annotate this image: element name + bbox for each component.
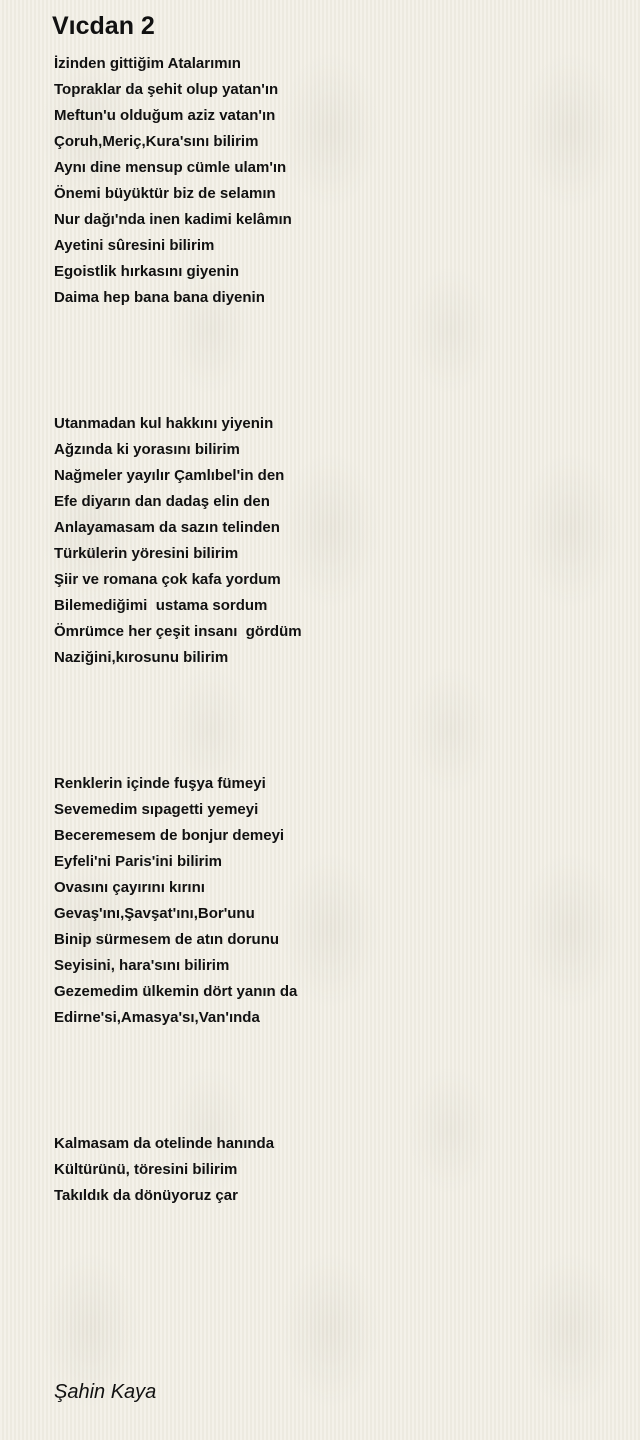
poem-line: Topraklar da şehit olup yatan'ın bbox=[54, 81, 279, 98]
author-name: Şahin Kaya bbox=[54, 1381, 157, 1403]
poem-line: Anlayamasam da sazın telinden bbox=[54, 519, 280, 536]
stanza-1 bbox=[54, 51, 614, 311]
poem-line: Gevaş'ını,Şavşat'ını,Bor'unu bbox=[54, 905, 255, 922]
poem-line: Naziğini,kırosunu bilirim bbox=[54, 649, 229, 666]
poem-body bbox=[54, 51, 614, 1209]
poem-line: Eyfeli'ni Paris'ini bilirim bbox=[54, 853, 223, 870]
poem-line: Ömrümce her çeşit insanı gördüm bbox=[54, 623, 302, 640]
poem-line: Sevemedim sıpagetti yemeyi bbox=[54, 801, 259, 818]
poem-line: Önemi büyüktür biz de selamın bbox=[54, 185, 276, 202]
poem-title: Vıcdan 2 bbox=[52, 12, 155, 40]
poem-line: Çoruh,Meriç,Kura'sını bilirim bbox=[54, 133, 259, 150]
poem-line: Edirne'si,Amasya'sı,Van'ında bbox=[54, 1009, 260, 1026]
poem-line: İzinden gittiğim Atalarımın bbox=[54, 55, 241, 72]
poem-line: Ovasını çayırını kırını bbox=[54, 879, 205, 896]
poem-line: Daima hep bana bana diyenin bbox=[54, 289, 265, 306]
poem-line: Şiir ve romana çok kafa yordum bbox=[54, 571, 281, 588]
poem-line: Kültürünü, töresini bilirim bbox=[54, 1161, 238, 1178]
poem-line: Türkülerin yöresini bilirim bbox=[54, 545, 239, 562]
poem-line: Seyisini, hara'sını bilirim bbox=[54, 957, 230, 974]
poem-line: Nağmeler yayılır Çamlıbel'in den bbox=[54, 467, 285, 484]
poem-line: Kalmasam da otelinde hanında bbox=[54, 1135, 275, 1152]
poem-line: Gezemedim ülkemin dört yanın da bbox=[54, 983, 298, 1000]
poem-line: Ağzında ki yorasını bilirim bbox=[54, 441, 240, 458]
poem-line: Renklerin içinde fuşya fümeyi bbox=[54, 775, 266, 792]
stanza-2 bbox=[54, 411, 614, 671]
poem-line: Meftun'u olduğum aziz vatan'ın bbox=[54, 107, 276, 124]
poem-line: Aynı dine mensup cümle ulam'ın bbox=[54, 159, 287, 176]
poem-line: Utanmadan kul hakkını yiyenin bbox=[54, 415, 274, 432]
poem-line: Beceremesem de bonjur demeyi bbox=[54, 827, 285, 844]
poem-line: Egoistlik hırkasını giyenin bbox=[54, 263, 240, 280]
poem-line: Takıldık da dönüyoruz çar bbox=[54, 1187, 238, 1204]
poem-line: Efe diyarın dan dadaş elin den bbox=[54, 493, 270, 510]
stanza-3 bbox=[54, 771, 614, 1031]
poem-line: Nur dağı'nda inen kadimi kelâmın bbox=[54, 211, 292, 228]
poem-line: Bilemediğimi ustama sordum bbox=[54, 597, 268, 614]
poem-line: Ayetini sûresini bilirim bbox=[54, 237, 215, 254]
poem-line: Binip sürmesem de atın dorunu bbox=[54, 931, 280, 948]
stanza-4 bbox=[54, 1131, 614, 1209]
